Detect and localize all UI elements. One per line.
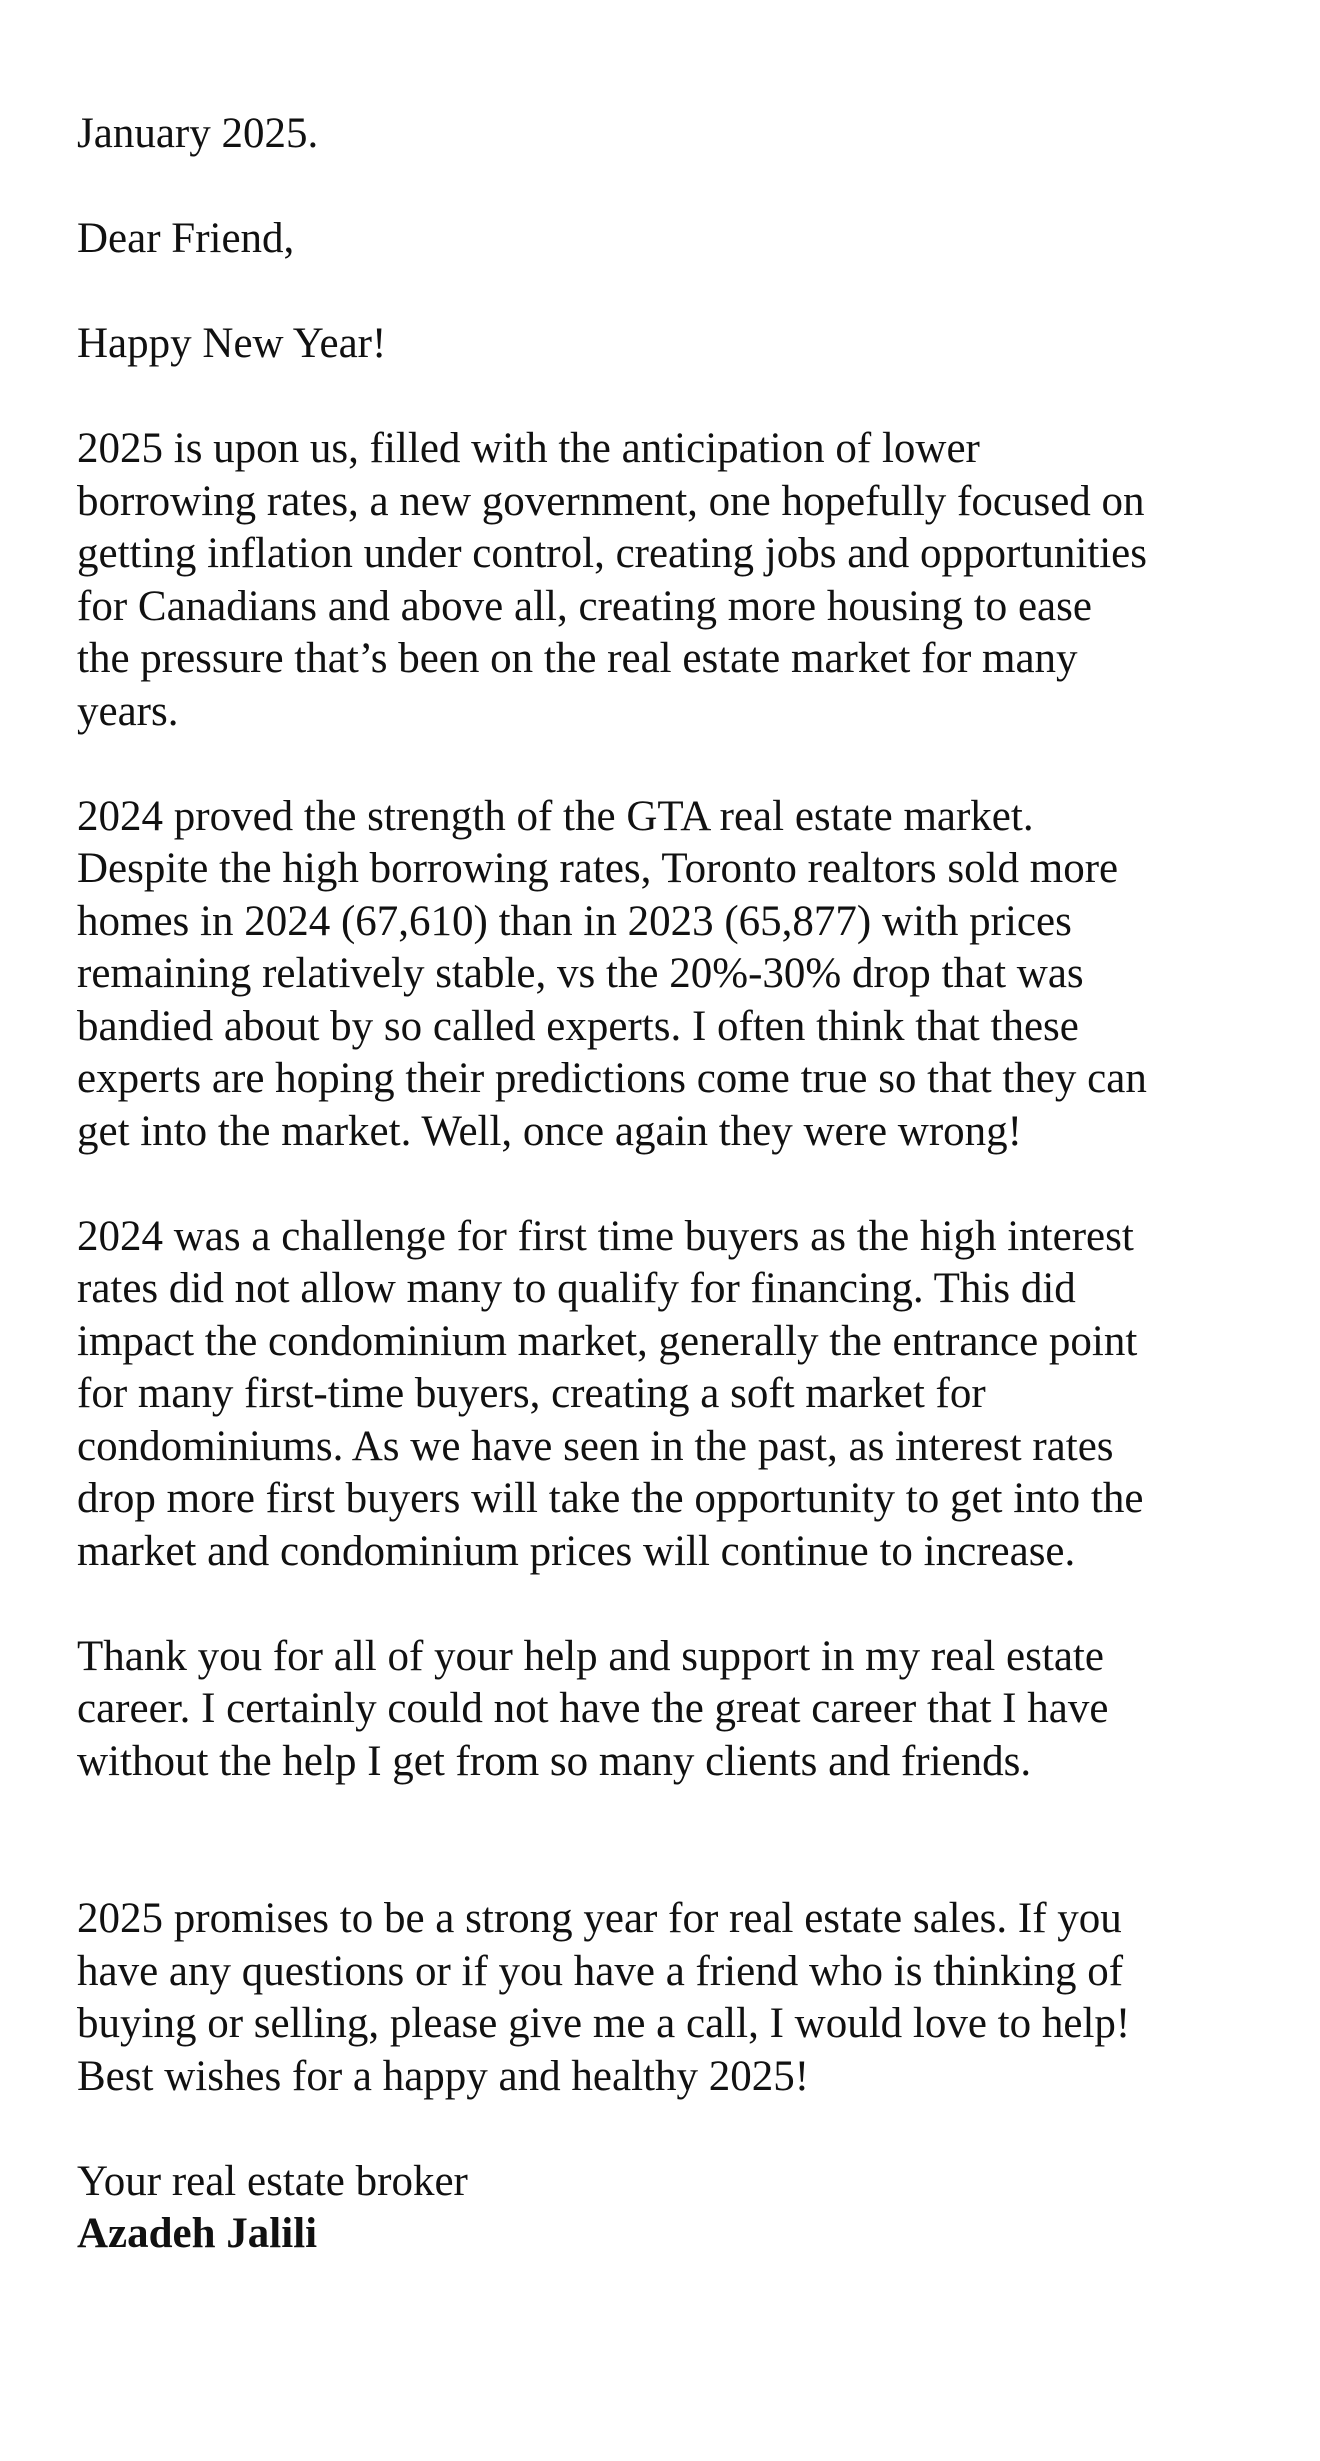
paragraph-thank-you: Thank you for all of your help and support in my real estate career. I certainly could not have the great career that I have without the help I get from so many clients and friends. bbox=[77, 1632, 1109, 1785]
letter-closing: Your real estate broker bbox=[77, 2157, 468, 2205]
paragraph-first-time-buyers: 2024 was a challenge for first time buyers as the high interest rates did not allow many to qualify for financing. This did impact the condominium market, generally the entrance point for many first-time buyers, creating a soft market for condominiums. As we have seen in the past, as interest rates drop more first buyers will take the opportunity to get into the market and condominium prices will continue to increase. bbox=[77, 1212, 1144, 1575]
paragraph-market-2024: 2024 proved the strength of the GTA real estate market. Despite the high borrowing rates, Toronto realtors sold more homes in 2024 (67,610) than in 2023 (65,877) with prices remaining relatively stable, vs the 20%-30% drop that was bandied about by so called experts. I often think that these experts are hoping their predictions come true so that they can get into the market. Well, once again they were wrong! bbox=[77, 792, 1147, 1155]
letter-date: January 2025. bbox=[77, 110, 319, 157]
paragraph-outlook-2025: 2025 is upon us, filled with the anticipation of lower borrowing rates, a new government, one hopefully focused on getting inflation under control, creating jobs and opportunities for Canadians and above all, creating more housing to ease the pressure that’s been on the real estate market for many years. bbox=[77, 425, 1147, 735]
paragraph-call-to-action: 2025 promises to be a strong year for real estate sales. If you have any questions or if you have a friend who is thinking of buying or selling, please give me a call, I would love to help! Best wishes for a happy and healthy 2025! bbox=[77, 1895, 1131, 2100]
letter-signature: Azadeh Jalili bbox=[77, 2210, 318, 2257]
letter-greeting: Happy New Year! bbox=[77, 320, 387, 367]
letter-body bbox=[77, 108, 1257, 2261]
letter-salutation: Dear Friend, bbox=[77, 215, 295, 262]
